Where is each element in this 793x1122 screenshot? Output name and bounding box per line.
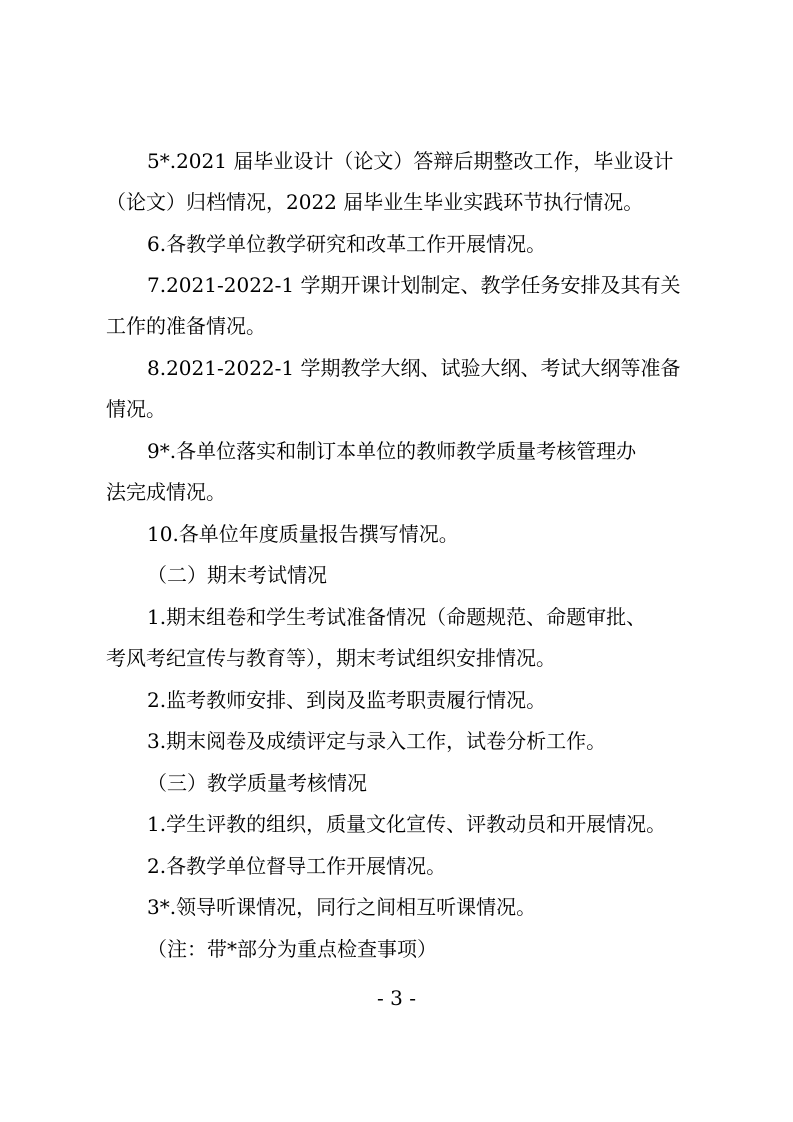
section-heading: （三）教学质量考核情况: [147, 771, 367, 795]
paragraph-line: 3.期末阅卷及成绩评定与录入工作，试卷分析工作。: [147, 729, 607, 753]
paragraph-line: 7.2021-2022-1 学期开课计划制定、教学任务安排及其有关: [147, 273, 681, 297]
note-line: （注：带*部分为重点检查事项）: [147, 937, 437, 961]
paragraph-line: 1.期末组卷和学生考试准备情况（命题规范、命题审批、: [147, 605, 647, 629]
paragraph-line: 3*.领导听课情况，同行之间相互听课情况。: [147, 895, 537, 919]
paragraph-line: 9*.各单位落实和制订本单位的教师教学质量考核管理办: [147, 439, 637, 463]
paragraph-line: 2.各教学单位督导工作开展情况。: [147, 854, 447, 878]
paragraph-line: 法完成情况。: [106, 480, 226, 504]
section-heading: （二）期末考试情况: [147, 563, 327, 587]
paragraph-line: 工作的准备情况。: [106, 314, 266, 338]
page-number: - 3 -: [377, 986, 416, 1010]
paragraph-line: 5*.2021 届毕业设计（论文）答辩后期整改工作，毕业设计: [147, 149, 674, 173]
paragraph-line: 10.各单位年度质量报告撰写情况。: [147, 522, 459, 546]
paragraph-line: 2.监考教师安排、到岗及监考职责履行情况。: [147, 688, 547, 712]
paragraph-line: （论文）归档情况，2022 届毕业生毕业实践环节执行情况。: [106, 190, 644, 214]
paragraph-line: 情况。: [106, 397, 166, 421]
paragraph-line: 6.各教学单位教学研究和改革工作开展情况。: [147, 232, 547, 256]
paragraph-line: 考风考纪宣传与教育等），期末考试组织安排情况。: [106, 646, 556, 670]
paragraph-line: 1.学生评教的组织，质量文化宣传、评教动员和开展情况。: [147, 812, 667, 836]
paragraph-line: 8.2021-2022-1 学期教学大纲、试验大纲、考试大纲等准备: [147, 356, 681, 380]
